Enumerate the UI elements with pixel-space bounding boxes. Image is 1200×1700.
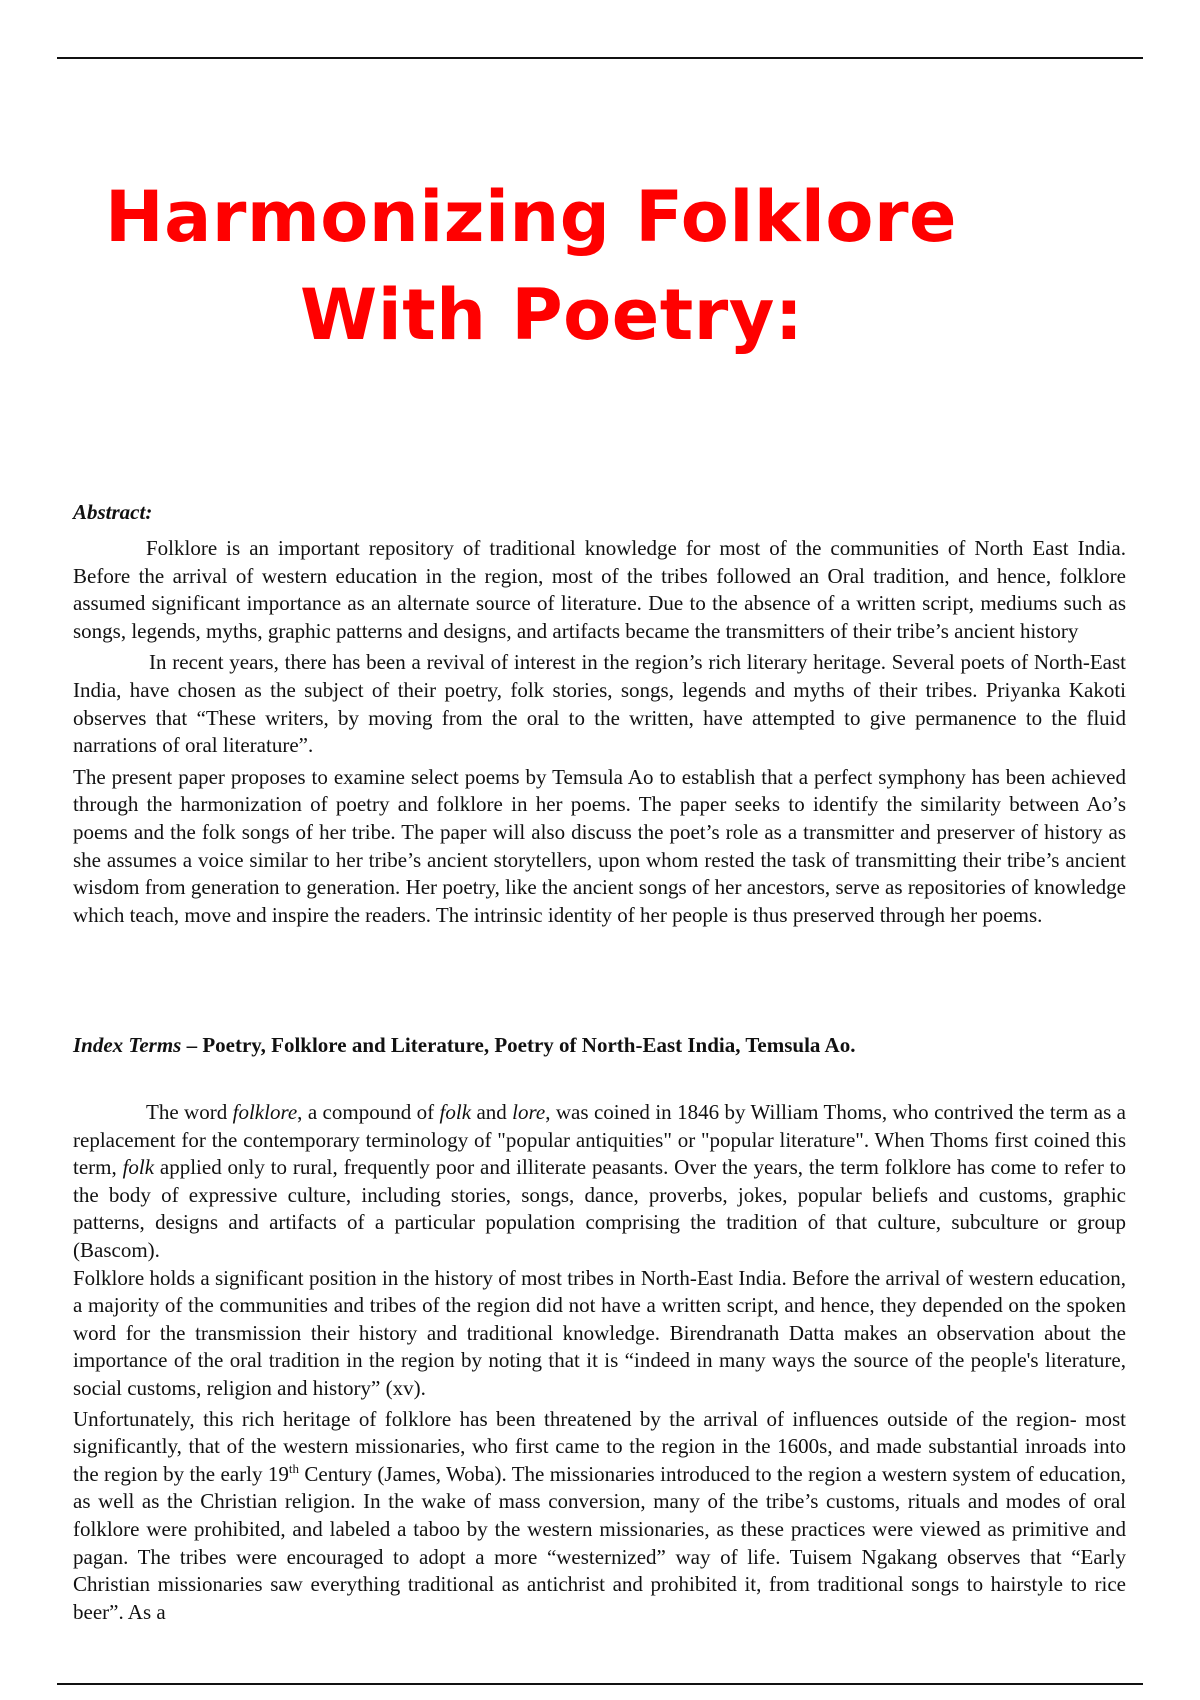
title-line-1: Harmonizing Folklore bbox=[105, 176, 957, 258]
abstract-label: Abstract: bbox=[73, 500, 153, 524]
body-p1-e: and bbox=[471, 1100, 513, 1124]
abstract bbox=[73, 535, 1126, 929]
abstract-paragraph-1: Folklore is an important repository of traditional knowledge for most of the communities of North East India. Before the arrival of western education in the region, most of the tribes followed an Oral tradition, and hence, folklore assumed significant importance as an alternate source of literature. Due to the absence of a written script, mediums such as songs, legends, myths, graphic patterns and designs, and artifacts became the transmitters of their tribe’s ancient history bbox=[73, 536, 1126, 643]
term-folklore: folklore bbox=[232, 1100, 298, 1124]
index-terms-list: Poetry, Folklore and Literature, Poetry of North-East India, Temsula Ao. bbox=[202, 1033, 856, 1057]
bottom-rule bbox=[57, 1683, 1143, 1685]
body-text bbox=[73, 1099, 1126, 1626]
body-paragraph-3 bbox=[73, 1406, 1126, 1627]
term-folk: folk bbox=[439, 1100, 472, 1124]
body-p1-g: , was coined in 1846 by William Thoms, who contrived the term as a replacement for the contemporary terminology of "popular antiquities" or "popular literature". When Thoms first coined this term, bbox=[73, 1100, 1126, 1180]
title-line-2: With Poetry: bbox=[300, 274, 804, 356]
term-lore: lore bbox=[512, 1100, 546, 1124]
index-terms-dash: – bbox=[181, 1033, 203, 1057]
body-p1-i: applied only to rural, frequently poor and illiterate peasants. Over the years, the term folklore has come to refer to the body of expressive culture, including stories, songs, dance, proverbs, jokes, popular beliefs and customs, graphic patterns, designs and artifacts of a particular population comprising the tradition of that culture, subculture or group (Bascom). bbox=[73, 1155, 1126, 1262]
abstract-paragraph-2: In recent years, there has been a revival of interest in the region’s rich literary heritage. Several poets of North-East India, have chosen as the subject of their poetry, folk stories, songs, legends and myths of their tribes. Priyanka Kakoti observes that “These writers, by moving from the oral to the written, have attempted to give permanence to the fluid narrations of oral literature”. bbox=[73, 650, 1126, 758]
body-p1-c: , a compound of bbox=[297, 1100, 440, 1124]
body-paragraph-2: Folklore holds a significant position in the history of most tribes in North-East India. Before the arrival of western education, a majority of the communities and tribes of the region did not have a written script, and hence, they depended on the spoken word for the transmission their history and traditional knowledge. Birendranath Datta makes an observation about the importance of the oral tradition in the region by noting that it is “indeed in many ways the source of the people's literature, social customs, religion and history” (xv). bbox=[73, 1265, 1126, 1400]
abstract-paragraph-3: The present paper proposes to examine select poems by Temsula Ao to establish that a perfect symphony has been achieved through the harmonization of poetry and folklore in her poems. The paper seeks to identify the similarity between Ao’s poems and the folk songs of her tribe. The paper will also discuss the poet’s role as a transmitter and preserver of history as she assumes a voice similar to her tribe’s ancient storytellers, upon whom rested the task of transmitting their tribe’s ancient wisdom from generation to generation. Her poetry, like the ancient songs of her ancestors, serve as repositories of knowledge which teach, move and inspire the readers. The intrinsic identity of her people is thus preserved through her poems. bbox=[73, 764, 1126, 927]
body-p3-b: Century (James, Woba). The missionaries introduced to the region a western system of education, as well as the Christian religion. In the wake of mass conversion, many of the tribe’s customs, rituals and modes of oral folklore were prohibited, and labeled a taboo by the western missionaries, as these practices were viewed as primitive and pagan. The tribes were encouraged to adopt a more “westernized” way of life. Tuisem Ngakang observes that “Early Christian missionaries saw everything traditional as antichrist and prohibited it, from traditional songs to hairstyle to rice beer”. As a bbox=[73, 1461, 1126, 1624]
index-terms-label: Index Terms bbox=[73, 1033, 182, 1057]
body-p3-a: Unfortunately, this rich heritage of folklore has been threatened by the arrival of influences outside of the region- most significantly, that of the western missionaries, who first came to the region in the 1600s, and made substantial inroads into the region by the early 19 bbox=[73, 1406, 1126, 1486]
top-rule bbox=[57, 57, 1143, 59]
ordinal-suffix: th bbox=[288, 1460, 299, 1476]
body-paragraph-1 bbox=[73, 1099, 1126, 1265]
index-terms bbox=[73, 1033, 855, 1058]
body-p1-a: The word bbox=[146, 1100, 233, 1124]
term-folk-2: folk bbox=[122, 1155, 155, 1180]
